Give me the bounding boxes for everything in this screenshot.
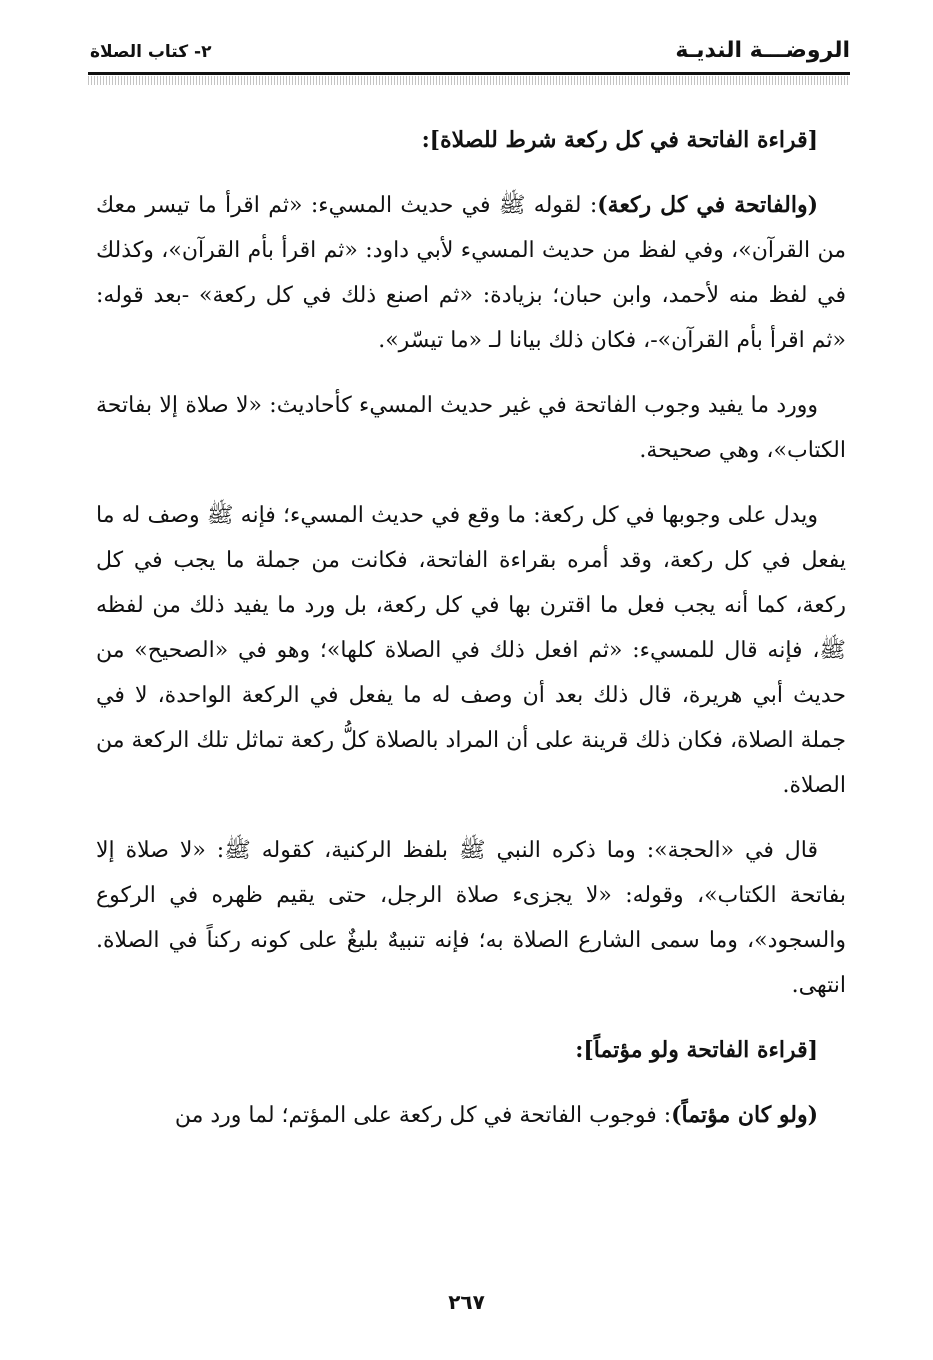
paragraph-5-text: : فوجوب الفاتحة في كل ركعة على المؤتم؛ لما ورد من xyxy=(174,1103,672,1128)
running-header xyxy=(90,38,850,68)
header-rule xyxy=(88,72,850,75)
paragraph-1-text: : لقوله ﷺ في حديث المسيء: «ثم اقرأ ما تيسر معك من القرآن»، وفي لفظ من حديث المسيء لأبي داود: «ثم اقرأ بأم القرآن»، وكذلك في لفظ منه لأحمد، وابن حبان؛ بزيادة: «ثم اصنع ذلك في كل ركعة» -بعد قوله: «ثم اقرأ بأم القرآن»-، فكان ذلك بيانا لـ «ما تيسّر». xyxy=(96,193,846,353)
paragraph-5 xyxy=(96,1093,846,1138)
chapter-title: ٢- كتاب الصلاة xyxy=(90,42,212,62)
paragraph-2: وورد ما يفيد وجوب الفاتحة في غير حديث المسيء كأحاديث: «لا صلاة إلا بفاتحة الكتاب»، وهي صحيحة. xyxy=(96,393,846,463)
paragraph-1 xyxy=(96,183,846,363)
section-heading-1: [قراءة الفاتحة في كل ركعة شرط للصلاة]: xyxy=(421,127,818,153)
page-number: ٢٦٧ xyxy=(448,1290,485,1314)
paragraph-3: ويدل على وجوبها في كل ركعة: ما وقع في حديث المسيء؛ فإنه ﷺ وصف له ما يفعل في كل ركعة، وقد أمره بقراءة الفاتحة، فكانت من جملة ما يجب في كل ركعة، كما أنه يجب فعل ما اقترن بها في كل ركعة، بل ورد ما يفيد ذلك من لفظه ﷺ، فإنه قال للمسيء: «ثم افعل ذلك في الصلاة كلها»؛ وهو في «الصحيح» من حديث أبي هريرة، قال ذلك بعد أن وصف له ما يفعل في الركعة الواحدة، لا في جملة الصلاة، فكان ذلك قرينة على أن المراد بالصلاة كلُّ ركعة تماثل تلك الركعة من الصلاة. xyxy=(96,503,846,798)
section-heading-2: [قراءة الفاتحة ولو مؤتماً]: xyxy=(575,1037,818,1063)
header-rule-shade xyxy=(88,76,850,85)
book-title: الروضـــة النديـة xyxy=(675,38,850,63)
paragraph-1-lead: (والفاتحة في كل ركعة) xyxy=(597,192,818,218)
paragraph-5-lead: (ولو كان مؤتماً) xyxy=(671,1102,818,1128)
page-body xyxy=(96,118,846,1158)
paragraph-4: قال في «الحجة»: وما ذكره النبي ﷺ بلفظ الركنية، كقوله ﷺ: «لا صلاة إلا بفاتحة الكتاب»، وقوله: «لا يجزىء صلاة الرجل، حتى يقيم ظهره في الركوع والسجود»، وما سمى الشارع الصلاة به؛ فإنه تنبيهٌ بليغٌ على كونه ركناً في الصلاة. انتهى. xyxy=(96,838,846,998)
